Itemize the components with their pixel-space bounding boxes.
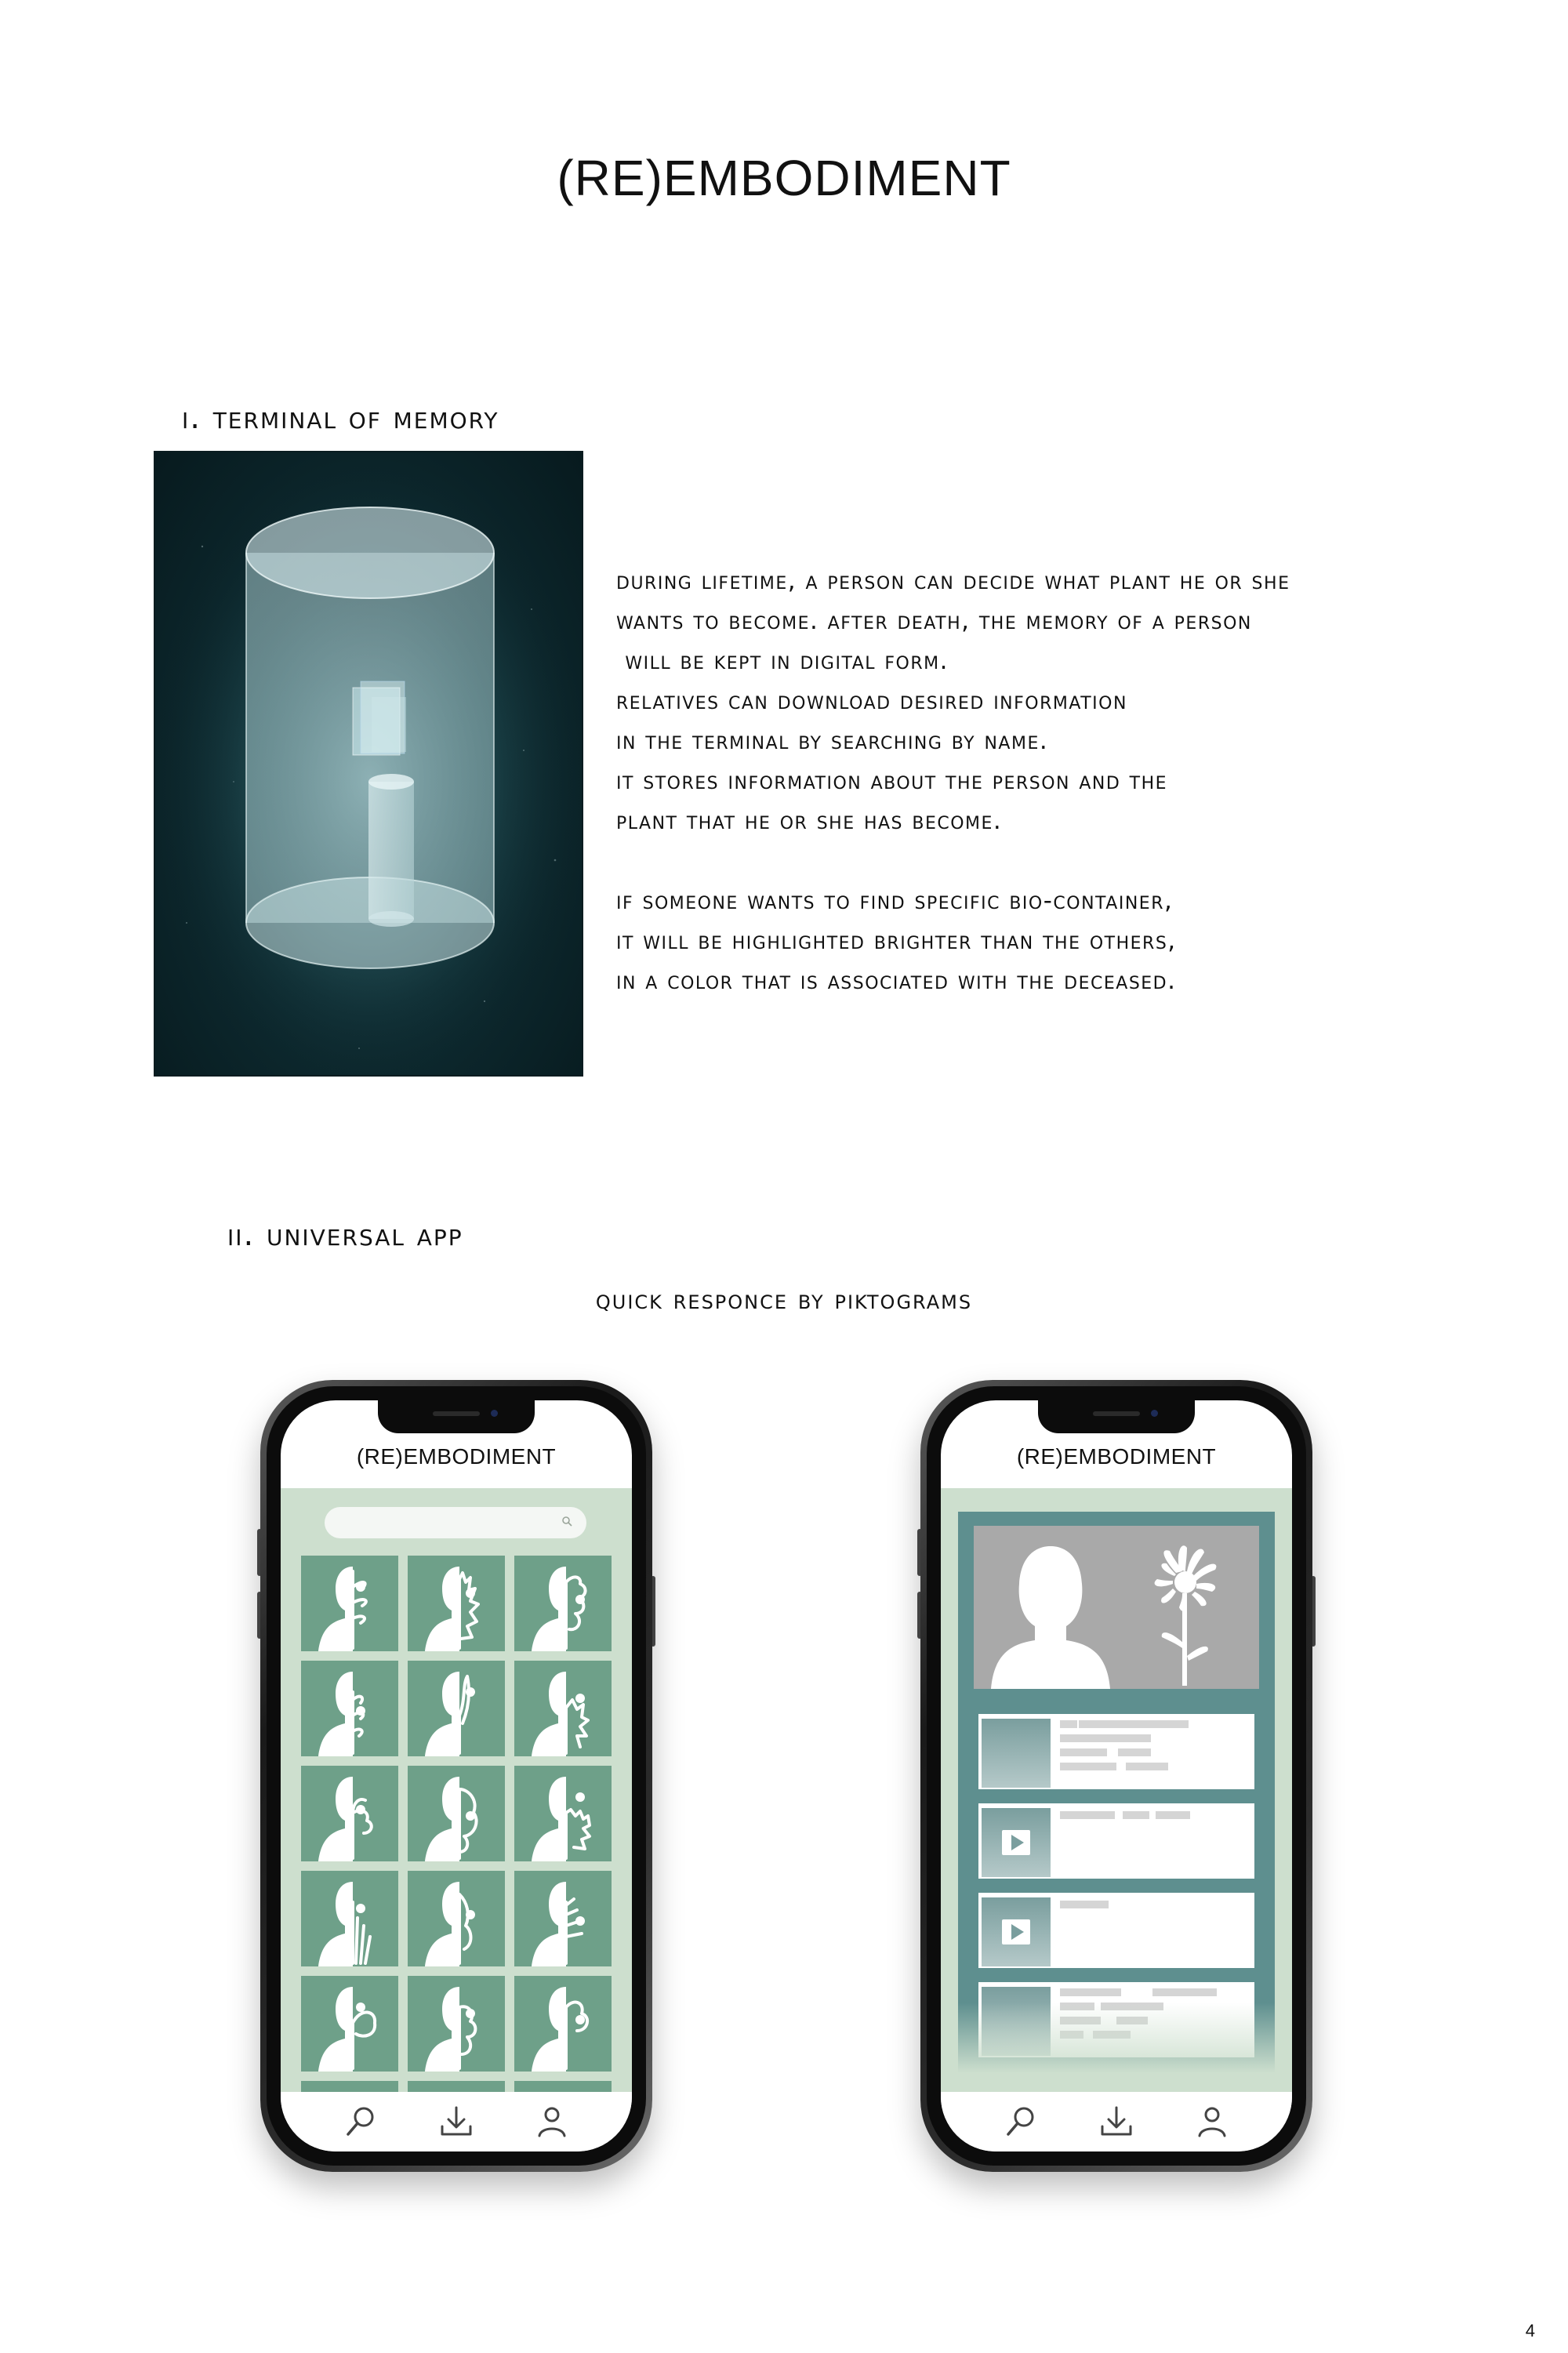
placeholder-text-line — [1060, 1763, 1116, 1770]
memory-card[interactable] — [974, 1888, 1259, 1973]
placeholder-text-line — [1126, 1763, 1168, 1770]
terminal-of-memory-illustration — [154, 451, 583, 1077]
placeholder-text-line — [1060, 1901, 1109, 1908]
fade-overlay — [958, 2003, 1275, 2073]
pictogram-tile[interactable] — [408, 1976, 505, 2072]
section-subheading: quick responce by piktograms — [595, 1284, 973, 1316]
person-and-flower-icon — [974, 1526, 1259, 1689]
placeholder-text-line — [1060, 1720, 1077, 1728]
pictogram-tile[interactable] — [514, 1556, 612, 1651]
search-icon[interactable] — [342, 2103, 379, 2141]
person-plant-pictogram-icon — [301, 1766, 398, 1861]
pictogram-tile[interactable] — [408, 1871, 505, 1966]
pictogram-tile[interactable] — [408, 2081, 505, 2092]
phone-notch — [378, 1400, 535, 1433]
memory-card[interactable] — [974, 1799, 1259, 1883]
play-icon[interactable] — [982, 1808, 1051, 1877]
description-line: if someone wants to find specific bio-container, — [616, 887, 1174, 915]
download-icon[interactable] — [1098, 2103, 1135, 2141]
bottom-navigation — [941, 2092, 1292, 2151]
person-plant-pictogram-icon — [514, 1976, 612, 2072]
profile-screen — [941, 1488, 1292, 2092]
page-title: (RE)EMBODIMENT — [557, 150, 1011, 206]
description-line: will be kept in digital form. — [616, 647, 949, 675]
person-plant-pictogram-icon — [514, 1871, 612, 1966]
terminal-cylinder-graphic — [155, 452, 585, 1078]
phone-mockup-grid — [260, 1380, 652, 2172]
phone-screen — [281, 1400, 632, 2151]
description-line: relatives can download desired information — [616, 687, 1127, 715]
pictogram-tile[interactable] — [514, 1661, 612, 1756]
memory-thumbnail — [982, 1808, 1051, 1877]
pictogram-tile[interactable] — [301, 2081, 398, 2092]
pictogram-tile[interactable] — [514, 1976, 612, 2072]
description-line: in the terminal by searching by name. — [616, 727, 1049, 755]
placeholder-text-line — [1118, 1748, 1151, 1756]
placeholder-text-line — [1156, 1811, 1190, 1819]
person-plant-pictogram-icon — [408, 1556, 505, 1651]
person-plant-pictogram-icon — [514, 1556, 612, 1651]
phone-mockup-profile — [920, 1380, 1312, 2172]
pictogram-tile[interactable] — [514, 1766, 612, 1861]
pictogram-tile[interactable] — [514, 2081, 612, 2092]
profile-icon[interactable] — [533, 2103, 571, 2141]
placeholder-text-line — [1123, 1811, 1149, 1819]
description-line: it stores information about the person and the — [616, 767, 1168, 795]
profile-portrait — [974, 1526, 1259, 1689]
pictogram-tile[interactable] — [408, 1661, 505, 1756]
description-line: it will be highlighted brighter than the others, — [616, 927, 1177, 955]
phone-notch — [1038, 1400, 1195, 1433]
pictogram-tile[interactable] — [514, 1871, 612, 1966]
person-plant-pictogram-icon — [408, 1766, 505, 1861]
pictogram-tile[interactable] — [301, 1766, 398, 1861]
phone-screen — [941, 1400, 1292, 2151]
person-plant-pictogram-icon — [514, 1766, 612, 1861]
pictogram-tile[interactable] — [301, 1871, 398, 1966]
person-plant-pictogram-icon — [301, 1661, 398, 1756]
person-plant-pictogram-icon — [408, 1661, 505, 1756]
terminal-description — [616, 561, 1541, 1001]
section-heading-app: ii. universal app — [227, 1217, 463, 1253]
person-plant-pictogram-icon — [408, 2081, 505, 2092]
person-plant-pictogram-icon — [301, 2081, 398, 2092]
placeholder-text-line — [1060, 1734, 1151, 1742]
person-plant-pictogram-icon — [408, 1871, 505, 1966]
description-line: plant that he or she has become. — [616, 807, 1003, 835]
person-plant-pictogram-icon — [301, 1976, 398, 2072]
camera-dot — [491, 1410, 498, 1417]
person-plant-pictogram-icon — [301, 1556, 398, 1651]
search-icon[interactable] — [1002, 2103, 1040, 2141]
bottom-navigation — [281, 2092, 632, 2151]
pictogram-tile[interactable] — [408, 1766, 505, 1861]
paragraph-spacer — [616, 841, 1541, 881]
app-title: (RE)EMBODIMENT — [356, 1444, 557, 1469]
memory-thumbnail — [982, 1897, 1051, 1966]
pictogram-tile[interactable] — [301, 1976, 398, 2072]
page-number: 4 — [1525, 2321, 1535, 2340]
placeholder-text-line — [1152, 1988, 1217, 1996]
person-plant-pictogram-icon — [408, 1976, 505, 2072]
pictogram-tile[interactable] — [301, 1661, 398, 1756]
deceased-profile-panel — [958, 1512, 1275, 2073]
download-icon[interactable] — [437, 2103, 475, 2141]
app-title: (RE)EMBODIMENT — [1016, 1444, 1217, 1469]
pictogram-tile[interactable] — [408, 1556, 505, 1651]
person-plant-pictogram-icon — [514, 2081, 612, 2092]
profile-icon[interactable] — [1193, 2103, 1231, 2141]
person-plant-pictogram-icon — [301, 1871, 398, 1966]
memory-card[interactable] — [974, 1709, 1259, 1794]
placeholder-text-line — [1060, 1988, 1121, 1996]
camera-dot — [1151, 1410, 1158, 1417]
pictogram-tile[interactable] — [301, 1556, 398, 1651]
speaker-grille — [433, 1411, 480, 1416]
description-line: during lifetime, a person can decide what plant he or she — [616, 567, 1290, 595]
description-line: wants to become. after death, the memory of a person — [616, 607, 1252, 635]
search-input[interactable] — [325, 1507, 586, 1538]
pictogram-screen — [281, 1488, 632, 2092]
description-line: in a color that is associated with the deceased. — [616, 967, 1177, 995]
person-plant-pictogram-icon — [514, 1661, 612, 1756]
section-heading-terminal: i. terminal of memory — [182, 400, 499, 436]
placeholder-text-line — [1079, 1720, 1189, 1728]
play-icon[interactable] — [982, 1897, 1051, 1966]
search-icon — [561, 1516, 572, 1527]
memory-thumbnail — [982, 1719, 1051, 1788]
placeholder-text-line — [1060, 1748, 1107, 1756]
speaker-grille — [1093, 1411, 1140, 1416]
placeholder-text-line — [1060, 1811, 1115, 1819]
